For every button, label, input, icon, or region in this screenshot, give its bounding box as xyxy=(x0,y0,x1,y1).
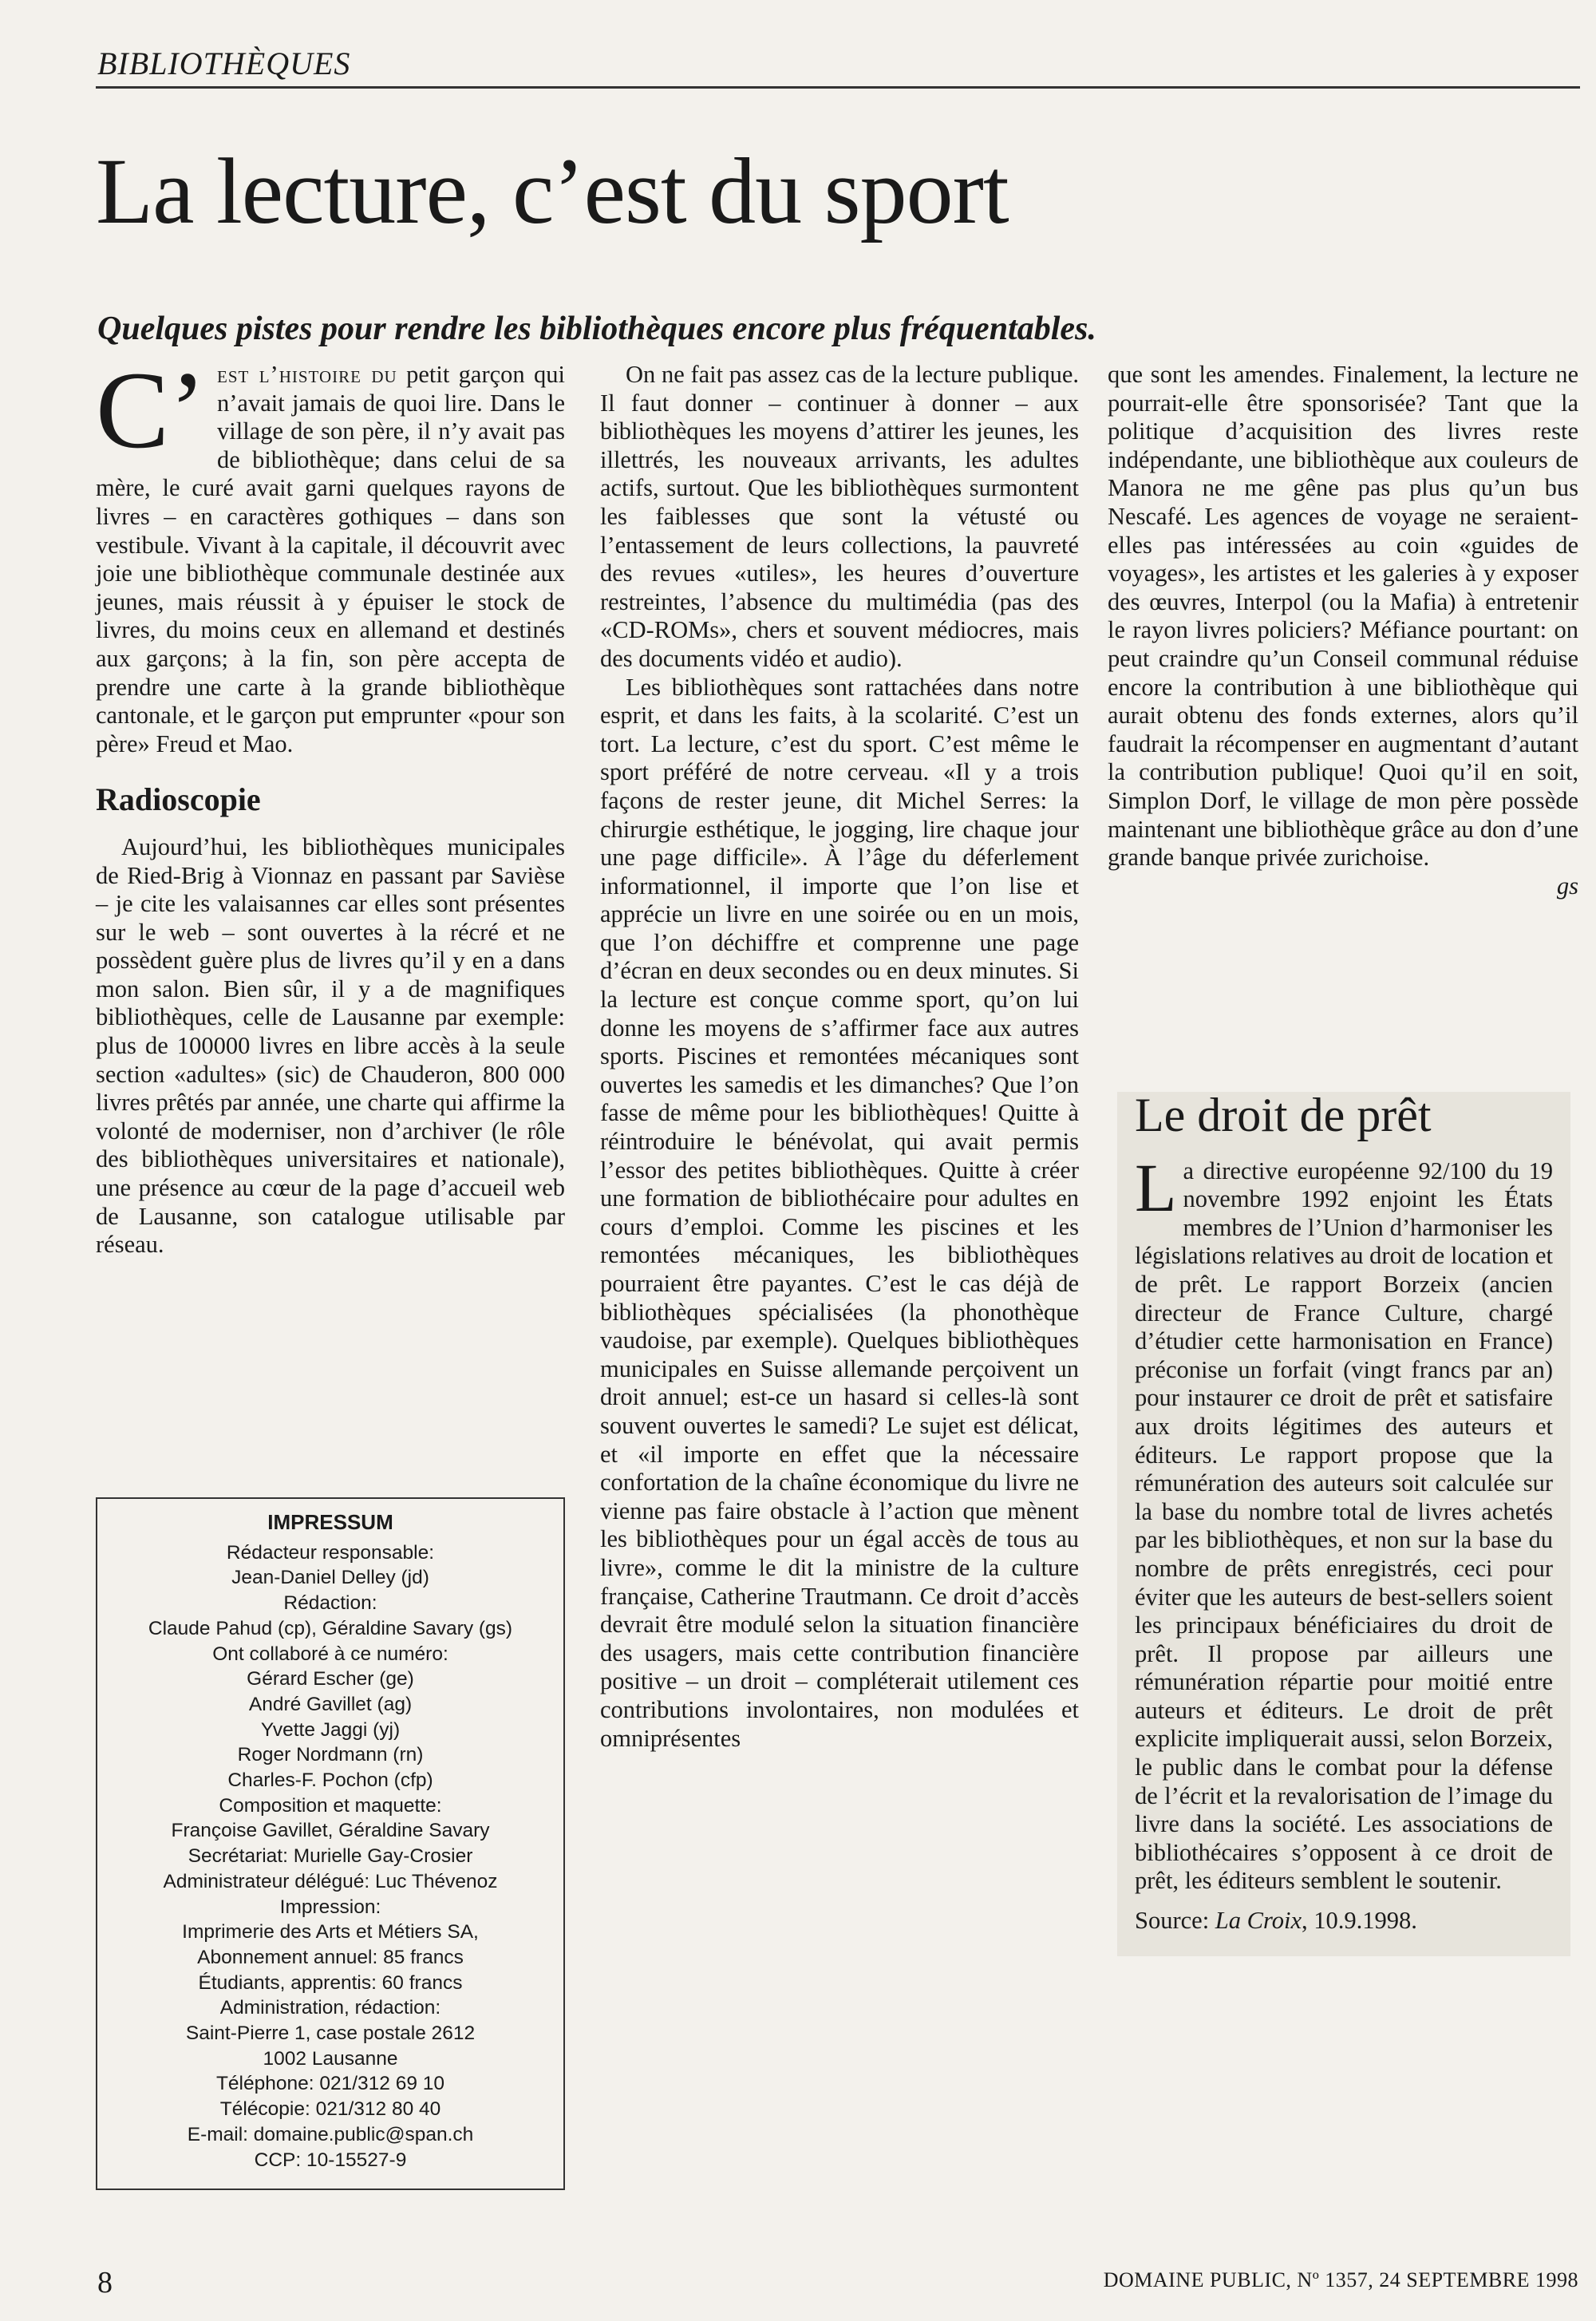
impressum-line: Yvette Jaggi (yj) xyxy=(260,1718,401,1741)
impressum-line: Claude Pahud (cp), Géraldine Savary (gs) xyxy=(148,1617,513,1639)
amendes-text: que sont les amendes. Finalement, la lecture ne pourrait-elle être sponsorisée? Tant que la politique d’acquisition des livres reste indépendante, une bibliothèque aux couleurs de Manora ne me gêne pas plus qu’un bus Nescafé. Les agences de voyage ne seraient-elles pas intéressées au coin «guides de voyages», les artistes et les galeries à y exposer des œuvres, Interpol (ou la Mafia) à entretenir le rayon livres policiers? Méfiance pourtant: on peut craindre qu’un Conseil communal réduise encore la contribution à une bibliothèque qui aurait obtenu des fonds externes, alors qu’il faudrait la récompenser en augmentant d’autant la contribution publique! Quoi qu’il en soit, Simplon Dorf, le village de mon père possède maintenant une bibliothèque grâce au don d’une grande banque privée zurichoise. xyxy=(1108,361,1578,872)
impressum-line: Secrétariat: Murielle Gay-Crosier xyxy=(188,1845,473,1868)
impressum-box xyxy=(96,1497,565,2190)
impressum-line: E-mail: domaine.public@span.ch xyxy=(187,2123,474,2145)
column-3 xyxy=(1108,361,1578,900)
impressum-line: Rédaction: xyxy=(283,1592,377,1615)
paragraph-intro xyxy=(96,349,565,758)
impressum-line: Abonnement annuel: 85 francs xyxy=(197,1946,464,1968)
author-signature: gs xyxy=(1556,872,1578,900)
impressum-line: Étudiants, apprentis: 60 francs xyxy=(198,1971,463,1994)
drop-cap: C’ xyxy=(96,349,206,471)
source-label: Source: xyxy=(1135,1907,1210,1935)
impressum-line: Composition et maquette: xyxy=(219,1794,442,1817)
sidebar-text: a directive européenne 92/100 du 19 novembre 1992 enjoint les États membres de l’Union d’harmoniser les législations relatives au droit de location et de prêt. Le rapport Borzeix (ancien directeur de France Culture, chargé d’étudier cette harmonisation en France) préconise un forfait (vingt francs par an) pour instaurer ce droit de prêt et satisfaire aux droits légitimes des auteurs et éditeurs. Le rapport propose que la rémunération des auteurs soit calculée sur la base du nombre total de livres achetés par les bibliothèques, et non sur la base du nombre de prêts enregistrés, ceci pour éviter que les auteurs de best-sellers soient les principaux bénéficiaires du droit de prêt. Il propose par ailleurs une rémunération répartie pour moitié entre auteurs et éditeurs. Le droit de prêt explicite impliquerait aussi, selon Borzeix, le public dans le combat pour la défense de l’écrit et la revalorisation de l’image du livre dans la société. Les associations de bibliothécaires s’opposent à ce droit de prêt, les éditeurs semblent le soutenir. xyxy=(1135,1157,1553,1895)
lead-in: est l’histoire du xyxy=(217,361,397,388)
paragraph-radioscopie: Aujourd’hui, les bibliothèques municipales de Ried-Brig à Vionnaz en passant par Savièse – je cite les valaisannes car elles sont présentes sur le web – sont ouvertes à la récré et ne possèdent guère plus de livres qu’il y en a dans mon salon. Bien sûr, il y a de magnifiques bibliothèques, celle de Lausanne par exemple: plus de 100000 livres en libre accès à la seule section «adultes» (sic) de Chauderon, 800 000 livres prêtés par année, une charte qui affirme la volonté de moderniser, non d’archiver (le rôle des bibliothèques universitaires et nationale), une présence au cœur de la page d’accueil web de Lausanne, son catalogue utilisable par réseau. xyxy=(96,832,565,1259)
intro-text: petit garçon qui n’avait jamais de quoi lire. Dans le village de son père, il n’y avait pas de bibliothèque; dans celui de sa mère, le curé avait garni quelques rayons de livres – en caractères gothiques – dans son vestibule. Vivant à la capitale, il découvrit avec joie une bibliothèque communale destinée aux jeunes, mais réussit à y épuiser le stock de livres, du moins ceux en allemand et destinés aux garçons; à la fin, son père accepta de prendre une carte à la grande bibliothèque cantonale, et le garçon put emprunter «pour son père» Freud et Mao. xyxy=(96,361,565,757)
impressum-line: Ont collaboré à ce numéro: xyxy=(212,1643,448,1665)
sidebar-drop-cap: L xyxy=(1135,1149,1177,1226)
impressum-line: Gérard Escher (ge) xyxy=(247,1668,414,1690)
paragraph-lecture-publique: On ne fait pas assez cas de la lecture publique. Il faut donner – continuer à donner – aux bibliothèques les moyens d’attirer les jeunes, les illettrés, les nouveaux arrivants, les adultes actifs, surtout. Que les bibliothèques surmontent les faiblesses que sont la vétusté ou l’entassement de leurs collections, la pauvreté des revues «utiles», les heures d’ouverture restreintes, l’absence du multimédia (pas des «CD-ROMs», chers et souvent médiocres, mais des documents vidéo et audio). xyxy=(600,361,1079,672)
impressum-line: CCP: 10-15527-9 xyxy=(254,2149,407,2171)
sidebar-source xyxy=(1135,1907,1553,1935)
source-date: , 10.9.1998. xyxy=(1301,1907,1417,1935)
column-1 xyxy=(96,349,565,1259)
sidebar-title: Le droit de prêt xyxy=(1135,1089,1432,1141)
paragraph-amendes xyxy=(1108,361,1578,900)
impressum-line: Jean-Daniel Delley (jd) xyxy=(231,1567,429,1589)
impressum-line: Charles-F. Pochon (cfp) xyxy=(227,1769,433,1792)
source-publication: La Croix xyxy=(1215,1907,1302,1935)
sidebar-droit-de-pret xyxy=(1117,1089,1570,1956)
impressum-line: André Gavillet (ag) xyxy=(248,1693,413,1715)
article-subtitle: Quelques pistes pour rendre les bibliothèques encore plus fréquentables. xyxy=(97,310,1096,347)
impressum-lines xyxy=(104,1540,557,2173)
impressum-line: Saint-Pierre 1, case postale 2612 xyxy=(185,2022,476,2045)
impressum-line: Impression: xyxy=(279,1896,381,1918)
subhead-radioscopie: Radioscopie xyxy=(96,781,261,818)
impressum-line: Rédacteur responsable: xyxy=(226,1541,435,1564)
impressum-line: Françoise Gavillet, Géraldine Savary xyxy=(171,1820,490,1842)
publication-footer: DOMAINE PUBLIC, Nº 1357, 24 SEPTEMBRE 1998 xyxy=(1103,2268,1578,2291)
impressum-line: Administration, rédaction: xyxy=(219,1997,441,2019)
column-2 xyxy=(600,361,1079,1753)
impressum-title: IMPRESSUM xyxy=(267,1510,393,1534)
impressum-line: Télécopie: 021/312 80 40 xyxy=(219,2098,441,2121)
sidebar-body xyxy=(1135,1149,1553,1896)
impressum-line: Téléphone: 021/312 69 10 xyxy=(215,2073,445,2095)
impressum-line: Administrateur délégué: Luc Thévenoz xyxy=(163,1870,498,1892)
impressum-line: Imprimerie des Arts et Métiers SA, xyxy=(182,1921,479,1943)
article-title: La lecture, c’est du sport xyxy=(96,139,1009,243)
impressum-line: 1002 Lausanne xyxy=(263,2047,398,2070)
paragraph-sport: Les bibliothèques sont rattachées dans notre esprit, et dans les faits, à la scolarité. C’est un tort. La lecture, c’est du sport. C’est même le sport préféré de notre cerveau. «Il y a trois façons de rester jeune, dit Michel Serres: la chirurgie esthétique, le jogging, lire chaque jour une page difficile». À l’âge du déferlement informationnel, il importe que l’on lise et apprécie un livre en une soirée ou en un mois, que l’on déchiffre et comprenne une page d’écran en deux secondes ou en deux minutes. Si la lecture est conçue comme sport, qu’on lui donne les moyens de s’affirmer face aux autres sports. Piscines et remontées mécaniques sont ouvertes les samedis et les dimanches? Que l’on fasse de même pour les bibliothèques! Quitte à réintroduire le bénévolat, qui avait permis l’essor des petites bibliothèques. Quitte à créer une formation de bibliothécaire pour adultes en cours d’emploi. Comme les piscines et les remontées mécaniques, les bibliothèques pourraient être payantes. C’est le cas déjà de bibliothèques spécialisées (la phonothèque vaudoise, par exemple). Quelques bibliothèques municipales en Suisse allemande perçoivent un droit annuel; est-ce un hasard si celles-là sont souvent ouvertes le samedi? Le sujet est délicat, et «il importe en effet que la nécessaire confortation de la chaîne économique du livre ne vienne pas faire obstacle à l’action que mènent les bibliothèques pour un égal accès de tous au livre», comme le dit la ministre de la culture française, Catherine Trautmann. Ce droit d’accès devrait être modulé selon la situation financière des usagers, mais cette contribution financière positive – un droit – compléterait utilement ces contributions involontaires, non modulées et omniprésentes xyxy=(600,673,1079,1752)
section-label: BIBLIOTHÈQUES xyxy=(97,45,351,81)
impressum-line: Roger Nordmann (rn) xyxy=(237,1744,424,1766)
page-number: 8 xyxy=(97,2266,113,2299)
header-rule xyxy=(96,86,1580,89)
